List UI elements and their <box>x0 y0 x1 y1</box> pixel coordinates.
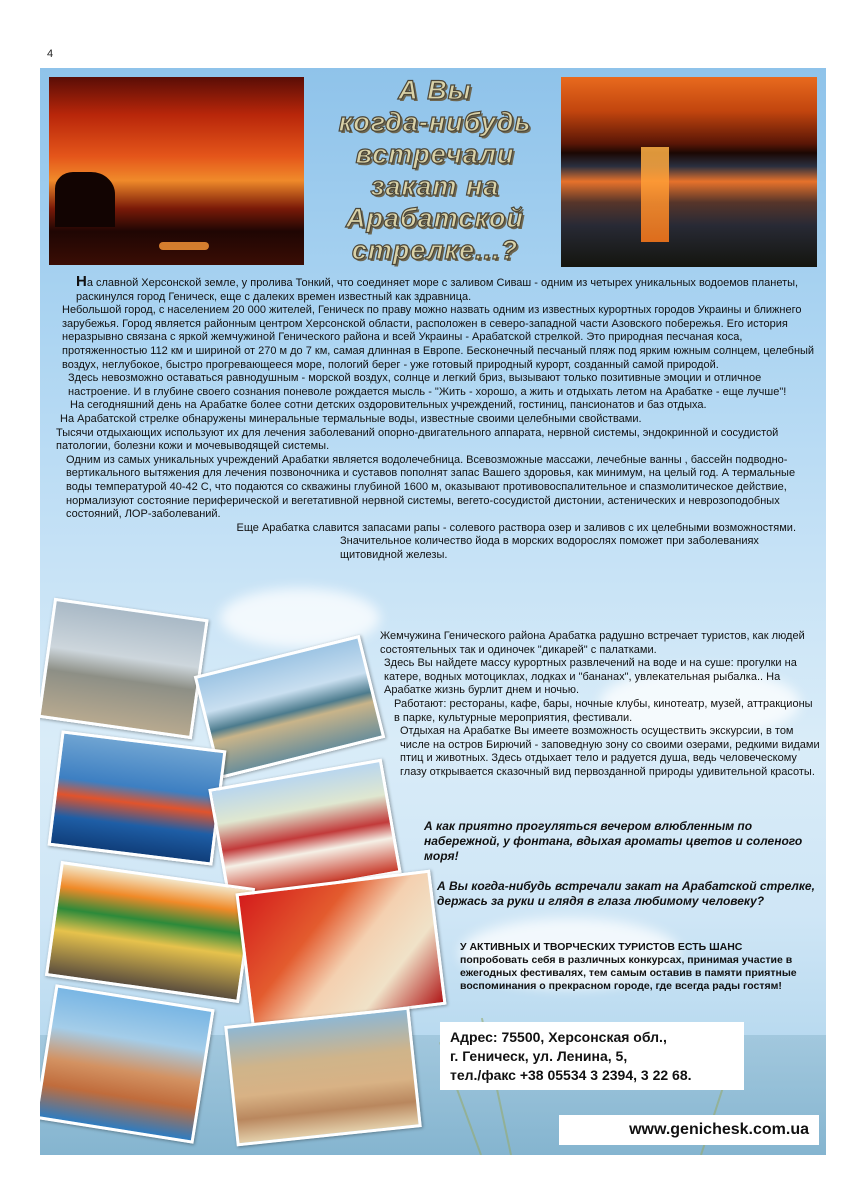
article-paragraph: Здесь невозможно оставаться равнодушным - морской воздух, солнце и легкий бриз, вызывают только позитивные эмоции и отличное настроение. И в глубине своего сознания поневоле рождается мысль - "Жить - хорошо, а жить и отдыхать летом на Арабатке - еще лучше"! <box>68 372 787 398</box>
festival-crowd-photo <box>45 861 255 1003</box>
right-paragraph: Отдыхая на Арабатке Вы имеете возможность осуществить экскурсии, в том числе на остров Бирючий - заповедную зону со своими озерами, редкими видами птиц и животных. Здесь отдыхает тело и радуется душа, ведь человеческому глазу открывается сказочный вид первозданной природы удивительной красоты. <box>400 725 820 778</box>
headline-line: А Вы <box>398 75 472 105</box>
article-paragraph: Одним из самых уникальных учреждений Арабатки является водолечебница. Всевозможные массажи, лечебные ванны , бассейн подводно-вертикального вытяжения для лечения позвоночника и суставов пополнят запас Вашего здоровья, как минимум, на целый год. А термальные воды температурой 40-42 С, что подаются со скважины глубиной 1600 м, оказывают противовоспалительное и спазмолитическое действие, нормализуют состояние периферической и вегетативной нервной системы, вегето-сосудистой дистонии, астенических и неврозоподобных состояний, ЛОР-заболеваний. <box>66 453 796 521</box>
drop-cap: Н <box>76 273 87 290</box>
article-paragraph: Тысячи отдыхающих используют их для лечения заболеваний опорно-двигательного аппарата, нервной системы, эндокринной и сосудистой патологии, болезни кожи и мочевыводящей системы. <box>56 426 779 453</box>
article-paragraph: Небольшой город, с населением 20 000 жителей, Геническ по праву можно назвать одним из известных курортных городов Украины и ближнего зарубежья. Город является районным центром Херсонской области, расположен в северо-западной части Азовского побережья. Его история неразрывно связана с яркой жемчужиной Генического района и всей Украины - Арабатской стрелкой. Это природная песчаная коса, протяженностью 112 км и шириной от 270 м до 7 км, самая длинная в Европе. Бесконечный песчаный пляж под ярким южным солнцем, целебный воздух, неглубокое, быстро прогревающееся море, пологий берег - уже готовый природный курорт, созданный самой природой. <box>62 304 815 371</box>
romantic-walk-text: А как приятно прогуляться вечером влюбленным по набережной, у фонтана, вдыхая ароматы цветов и соленого моря! <box>424 819 803 863</box>
tree-silhouette <box>55 172 115 227</box>
headline-line: встречали <box>355 139 515 169</box>
promo-text: попробовать себя в различных конкурсах, принимая участие в ежегодных фестивалях, тем самым оставив в памяти приятные воспоминания о прекрасном городе, где всегда рады гостям! <box>460 954 797 992</box>
article-paragraph: На Арабатской стрелке обнаружены минеральные термальные воды, известные своими целебными свойствами. <box>60 412 642 425</box>
right-column <box>380 630 820 780</box>
right-paragraph: Работают: рестораны, кафе, бары, ночные клубы, кинотеатр, музей, аттракционы в парке, культурные мероприятия, фестивали. <box>394 697 813 724</box>
promo-block <box>460 941 800 993</box>
sunset-question-text: А Вы когда-нибудь встречали закат на Арабатской стрелке, держась за руки и глядя в глаза любимому человеку? <box>437 879 815 908</box>
children-sand-photo <box>224 1007 422 1147</box>
address-line: Адрес: 75500, Херсонская обл., <box>450 1029 667 1045</box>
dancer-portrait-photo <box>235 870 446 1029</box>
phone-line: тел./факс +38 05534 3 2394, 3 22 68. <box>450 1067 692 1083</box>
article-paragraph <box>56 275 816 304</box>
beach-ladies-photo <box>40 984 215 1144</box>
article-paragraph: Значительное количество йода в морских водорослях поможет при заболеваниях щитовидной железы. <box>340 535 759 561</box>
contact-box <box>440 1022 744 1090</box>
article-paragraph: На сегодняшний день на Арабатке более сотни детских оздоровительных учреждений, гостиниц, пансионатов и баз отдыха. <box>70 399 707 412</box>
sunset-photo-right <box>561 77 817 267</box>
page-number: 4 <box>47 48 54 60</box>
website-link[interactable]: www.genichesk.com.ua <box>629 1121 809 1138</box>
brochure-panel <box>40 68 826 1155</box>
promo-heading: У АКТИВНЫХ И ТВОРЧЕСКИХ ТУРИСТОВ ЕСТЬ ШАНС <box>460 941 743 953</box>
right-paragraph: Здесь Вы найдете массу курортных развлечений на воде и на суше: прогулки на катере, водных мотоциклах, лодках и "бананах", увлекательная рыбалка.. На Арабатке жизнь бурлит днем и ночью. <box>384 657 797 697</box>
headline-line: стрелке...? <box>351 235 519 265</box>
boat-ride-photo <box>48 730 227 865</box>
right-paragraph: Жемчужина Генического района Арабатка радушно встречает туристов, как людей состоятельных так и одиночек "дикарей" с палатками. <box>380 630 805 656</box>
sun-path-reflection <box>641 147 669 242</box>
sunset-photo-left <box>49 77 304 265</box>
sun-reflection <box>159 242 209 250</box>
article-paragraph: Еще Арабатка славится запасами рапы - солевого раствора озер и заливов с их целебными возможностями. <box>236 521 796 534</box>
address-line: г. Геническ, ул. Ленина, 5, <box>450 1048 628 1064</box>
seagulls-photo <box>40 598 209 740</box>
headline-line: закат на <box>370 171 500 201</box>
headline-line: Арабатской <box>345 203 525 233</box>
website-box <box>559 1115 819 1145</box>
headline <box>310 74 560 266</box>
main-article <box>56 275 816 562</box>
headline-line: когда-нибудь <box>338 107 532 137</box>
article-text: а славной Херсонской земле, у пролива Тонкий, что соединяет море с заливом Сиваш - одним из четырех уникальных водоемов планеты, раскинулся город Геническ, еще с далеких времен известный как здравница. <box>76 277 799 303</box>
